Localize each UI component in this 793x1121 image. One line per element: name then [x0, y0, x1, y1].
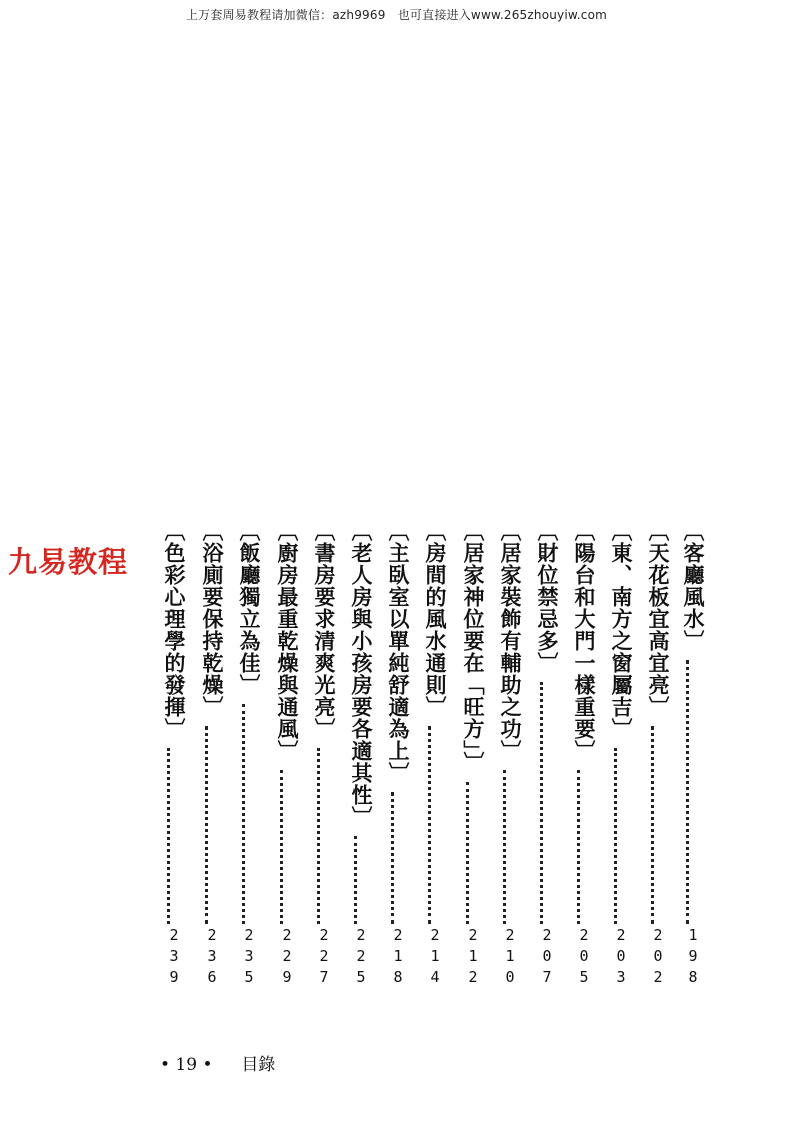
toc-leader-dots [651, 726, 665, 924]
toc-entry-page: 225 [352, 926, 370, 989]
toc-entry [534, 520, 560, 989]
toc-leader-dots [391, 792, 405, 924]
toc-entry [161, 520, 187, 989]
toc-entry-title: 〔財位禁忌多〕 [535, 520, 560, 674]
toc-leader-dots [428, 726, 442, 924]
toc-entry-page: 202 [649, 926, 667, 989]
toc-entry [497, 520, 523, 989]
toc-leader-dots [205, 726, 219, 924]
toc-entry [385, 520, 411, 989]
toc-entry-page: 218 [389, 926, 407, 989]
toc-entry-title: 〔居家裝飾有輔助之功〕 [498, 520, 523, 762]
toc-entry [680, 520, 706, 989]
toc-entry-page: 210 [501, 926, 519, 989]
toc-entry [645, 520, 671, 989]
toc-leader-dots [466, 782, 480, 924]
toc-entry [608, 520, 634, 989]
toc-entry [460, 520, 486, 989]
toc-entry-title: 〔天花板宜高宜亮〕 [646, 520, 671, 718]
toc-leader-dots [242, 704, 256, 924]
toc-entry [236, 520, 262, 989]
toc-entry-title: 〔浴廁要保持乾燥〕 [200, 520, 225, 718]
toc-entry-page: 239 [165, 926, 183, 989]
toc-entry [199, 520, 225, 989]
toc-leader-dots [317, 748, 331, 924]
page-number: • 19 • [160, 1055, 213, 1075]
toc-entry [274, 520, 300, 989]
toc-entry-title: 〔居家神位要在「旺方」〕 [461, 520, 486, 774]
toc-leader-dots [540, 682, 554, 924]
toc-entry-title: 〔廚房最重乾燥與通風〕 [275, 520, 300, 762]
toc-entry-page: 212 [464, 926, 482, 989]
toc-entry-title: 〔東、南方之窗屬吉〕 [609, 520, 634, 740]
toc-leader-dots [167, 748, 181, 924]
toc-leader-dots [577, 770, 591, 924]
toc-entry-page: 236 [203, 926, 221, 989]
toc-entry-page: 198 [684, 926, 702, 989]
toc-entry-title: 〔房間的風水通則〕 [423, 520, 448, 718]
section-title: 目錄 [241, 1055, 276, 1075]
page-footer [160, 1050, 275, 1075]
toc-leader-dots [686, 660, 700, 924]
toc-entry-title: 〔書房要求清爽光亮〕 [312, 520, 337, 740]
toc-entry-title: 〔色彩心理學的發揮〕 [162, 520, 187, 740]
toc-leader-dots [503, 770, 517, 924]
toc-entry-title: 〔老人房與小孩房要各適其性〕 [349, 520, 374, 828]
toc-entry-title: 〔飯廳獨立為佳〕 [237, 520, 262, 696]
toc-entry [422, 520, 448, 989]
toc-entry-title: 〔陽台和大門一樣重要〕 [572, 520, 597, 762]
toc-entry-page: 207 [538, 926, 556, 989]
toc-entry [571, 520, 597, 989]
toc-entry [311, 520, 337, 989]
toc-entry-page: 229 [278, 926, 296, 989]
toc-entry-title: 〔客廳風水〕 [681, 520, 706, 652]
watermark-text: 上万套周易教程请加微信：azh9969 也可直接进入www.265zhouyiw.com [185, 8, 608, 22]
logo-text: 九易教程 [8, 545, 129, 579]
toc-leader-dots [280, 770, 294, 924]
toc-entry [348, 520, 374, 989]
toc-leader-dots [354, 836, 368, 924]
toc-entry-page: 227 [315, 926, 333, 989]
toc-entry-page: 214 [426, 926, 444, 989]
toc-entry-page: 205 [575, 926, 593, 989]
toc-leader-dots [614, 748, 628, 924]
toc-entry-page: 203 [612, 926, 630, 989]
toc-entry-page: 235 [240, 926, 258, 989]
toc-entry-title: 〔主臥室以單純舒適為上〕 [386, 520, 411, 784]
